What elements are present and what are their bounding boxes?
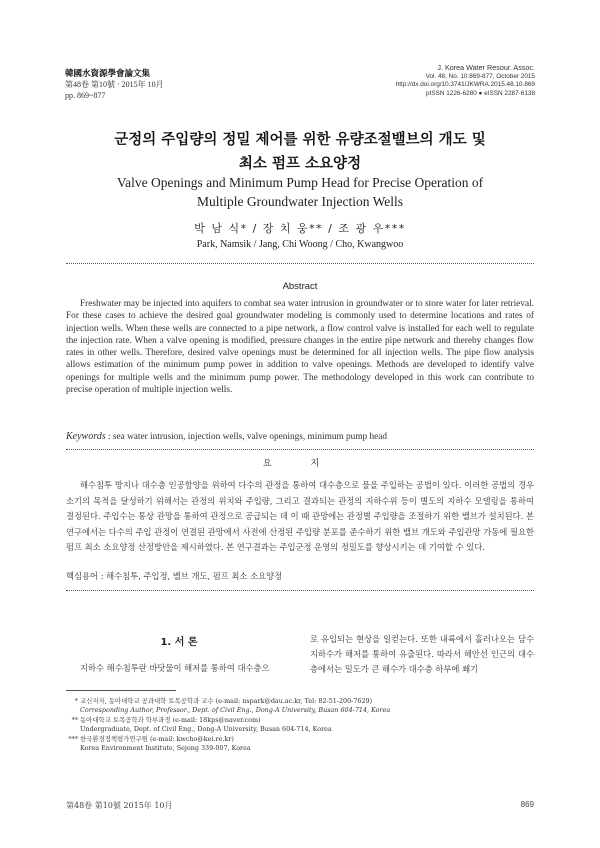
footnote-line: Korea Environment Institute, Sejong 339-007, Korea [80,744,251,753]
footnote-mark: ** [71,715,78,724]
abstract-body: Freshwater may be injected into aquifers to combat sea water intrusion in groundwater or to store water for later retrieval. For these cases to achieve the desired goal groundwater modeling is commonly used to determine locations and rates of injection wells. When these wells are connected to a pipe network, a flow control valve is installed for each well to regulate the injection rate. When a valve opening is modified, pressure changes in the entire pipe network and thereby changes flow rates in other wells. Therefore, desired valve openings must be determined for all injection wells. The pipe flow analysis allows estimation of the minimum pump power in addition to valve openings. Methods are developed to identify valve openings for multiple wells and the minimum pump power. The methodology developed in this work can contribute to precise operation of multiple injection wells. [66,299,534,396]
journal-volume-ko: 第48卷 第10號 · 2015年 10月 [65,80,164,89]
footnote-line: 교신저자, 동아대학교 공과대학 토목공학과 교수 (e-mail: nspark@dau.ac.kr, Tel: 82-51-200-7629) [80,697,373,705]
journal-pages: pp. 869~877 [65,91,106,100]
footnote-line: Corresponding Author, Professor., Dept. of Civil Eng., Dong-A University, Busan 604-714, Korea [80,706,391,715]
divider [66,263,534,264]
title-english-line-2: Multiple Groundwater Injection Wells [197,194,403,209]
title-english-line-1: Valve Openings and Minimum Pump Head for Precise Operation of [116,175,484,190]
footnote-line: Undergraduate, Dept. of Civil Eng., Dong-A University, Busan 604-714, Korea [80,725,332,734]
footnotes [66,697,534,753]
journal-name-en: J. Korea Water Resour. Assoc. [437,63,535,72]
journal-name-ko: 韓國水資源學會論文集 [65,68,151,78]
footnote-mark: * [74,697,78,705]
footnote [66,697,534,716]
page-number: 869 [520,800,534,809]
keywords [66,431,534,442]
title-korean [0,128,600,176]
journal-issn: pISSN 1226-6280 ● eISSN 2287-6138 [425,89,535,97]
footnote [66,735,534,754]
footer-volume: 第48卷 第10號 2015年 10月 [66,801,173,810]
journal-header-left [65,68,164,101]
divider [66,590,534,591]
title-korean-line-2: 최소 펌프 소요양정 [238,156,362,172]
footnote-line: 한국환경정책평가연구원 (e-mail: kwcho@kei.re.kr) [80,734,234,743]
korean-abstract-heading: 요 지 [262,459,338,469]
journal-volume-en: Vol. 48, No. 10:869-877, October 2015 [425,72,535,80]
body-column-right: 로 유입되는 현상을 일컫는다. 또한 내륙에서 흘러나오는 담수 지하수가 해저를 통하여 유출된다. 따라서 해안선 인근의 대수층에서는 밀도가 큰 해수가 대수층 하부에 쐐기 [310,634,534,675]
footnote-line: 동아대학교 토목공학과 학부과정 (e-mail: 18kps@naver.com) [80,715,261,724]
footnote [66,716,534,735]
body-column-left: 지하수 해수침투란 바닷물이 해저를 통하여 대수층으 [80,663,270,673]
divider [66,449,534,450]
authors-english: Park, Namsik / Jang, Chi Woong / Cho, Kwangwoo [196,239,404,250]
keywords-list: : sea water intrusion, injection wells, valve openings, minimum pump head [107,432,388,442]
journal-doi[interactable]: http://dx.doi.org/10.3741/JKWRA.2015.48.10.869 [395,81,535,89]
footnote-divider [66,690,176,691]
abstract-heading: Abstract [282,281,318,292]
korean-abstract-body: 해수침투 방지나 대수층 인공함양을 위하여 다수의 관정을 통하여 대수층으로 물을 주입하는 공법이 있다. 이러한 공법의 경우 소기의 목적을 달성하기 위해서는 관정의 위치와 주입량, 그리고 결과되는 관정의 지하수위 등이 별도의 지하수 모델링을 통하여 결정된다. 주입수는 통상 관망을 통하여 관정으로 공급되는 데 이 때 관망에는 관정별 주입량을 조절하기 위한 밸브가 설치된다. 본 연구에서는 다수의 주입 관정이 연결된 관망에서 사전에 산정된 주입량 분포를 준수하기 위한 밸브 개도와 주입관망 가동에 필요한 펌프 최소 소요양정 산정방안을 제시하였다. 본 연구결과는 주입군정 운영의 정밀도를 향상시키는 데 기여할 수 있다. [66,480,534,552]
footnote-mark: *** [68,734,78,743]
keywords-label: Keywords [66,431,106,442]
authors-korean: 박 남 식* / 장 치 웅** / 조 광 우*** [194,222,406,235]
title-english [0,173,600,211]
section-heading: 1. 서 론 [160,637,198,648]
title-korean-line-1: 군정의 주입량의 정밀 제어를 위한 유량조절밸브의 개도 및 [114,132,486,148]
korean-keywords: 핵심용어 : 해수침투, 주입정, 밸브 개도, 펌프 최소 소요양정 [66,571,283,581]
journal-header-right [396,64,535,98]
